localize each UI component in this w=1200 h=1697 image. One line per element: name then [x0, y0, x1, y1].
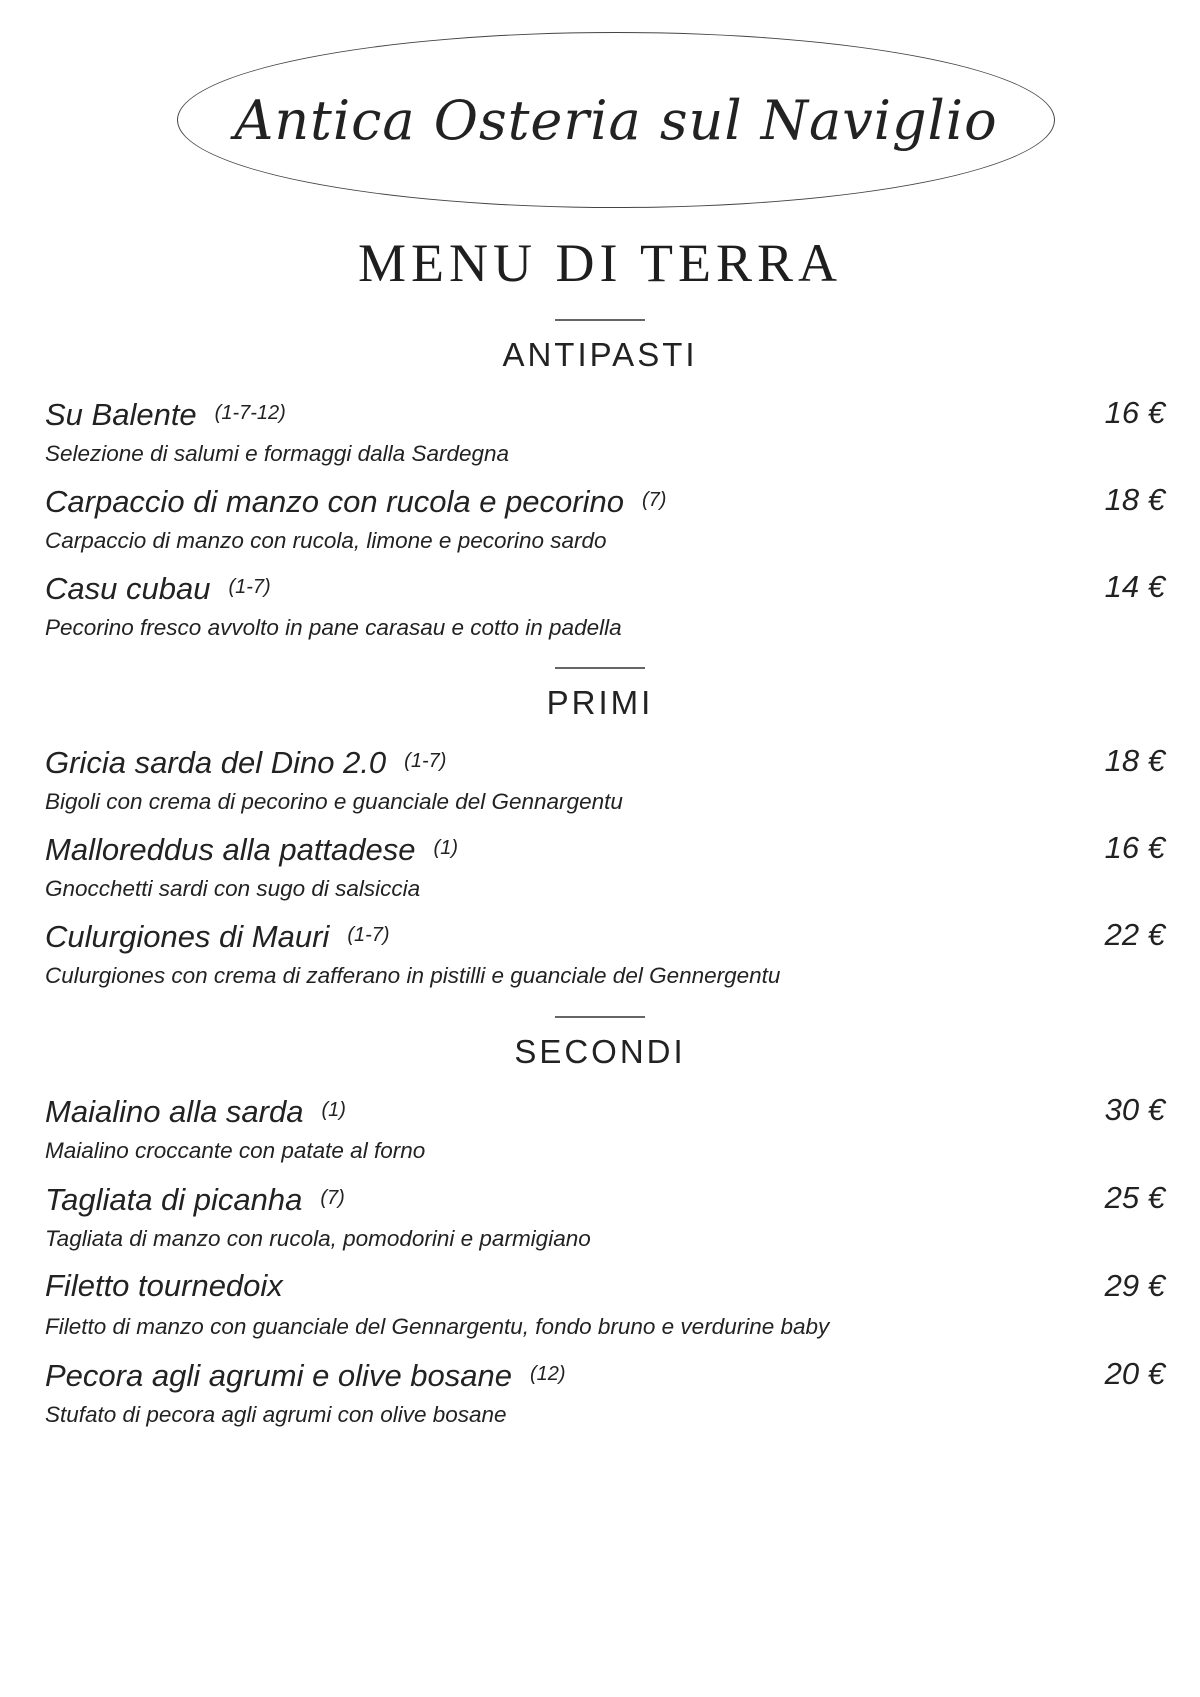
item-name: Maialino alla sarda — [45, 1094, 304, 1129]
item-price: 20 € — [1104, 1356, 1165, 1391]
menu-title: MENU DI TERRA — [357, 233, 842, 293]
item-price: 25 € — [1104, 1180, 1165, 1215]
item-price: 22 € — [1104, 917, 1165, 952]
menu-item — [45, 1263, 1165, 1351]
item-price: 18 € — [1104, 743, 1165, 778]
item-name: Filetto tournedoix — [45, 1268, 283, 1303]
section-divider — [555, 319, 645, 321]
menu-item — [45, 912, 1165, 999]
item-price: 16 € — [1104, 395, 1165, 430]
item-allergens: (7) — [641, 489, 667, 511]
item-name: Gricia sarda del Dino 2.0 — [45, 745, 387, 780]
item-allergens: (7) — [320, 1187, 345, 1209]
item-price: 18 € — [1104, 482, 1165, 517]
section-heading: PRIMI — [546, 684, 654, 721]
item-name: Malloreddus alla pattadese — [45, 832, 416, 867]
menu-item — [45, 825, 1165, 912]
item-allergens: (1-7) — [228, 576, 271, 598]
item-description: Tagliata di manzo con rucola, pomodorini e parmigiano — [45, 1226, 591, 1251]
menu-section-secondi — [0, 1016, 1200, 1439]
section-divider — [555, 1016, 645, 1018]
item-name: Culurgiones di Mauri — [45, 919, 330, 954]
item-description: Carpaccio di manzo con rucola, limone e pecorino sardo — [45, 528, 607, 553]
menu-item — [45, 1175, 1165, 1263]
item-description: Culurgiones con crema di zafferano in pistilli e guanciale del Gennergentu — [45, 963, 781, 988]
item-price: 29 € — [1104, 1268, 1165, 1303]
item-description: Stufato di pecora agli agrumi con olive bosane — [45, 1402, 507, 1427]
section-heading: SECONDI — [514, 1033, 686, 1070]
menu-section-antipasti — [0, 319, 1200, 651]
item-description: Pecorino fresco avvolto in pane carasau e cotto in padella — [45, 615, 622, 640]
menu-item — [45, 390, 1165, 477]
item-name: Su Balente — [45, 397, 197, 432]
item-name: Carpaccio di manzo con rucola e pecorino — [45, 484, 624, 519]
restaurant-logo — [177, 32, 1055, 208]
menu-section-primi — [0, 667, 1200, 999]
item-price: 14 € — [1104, 569, 1165, 604]
item-description: Selezione di salumi e formaggi dalla Sardegna — [45, 441, 510, 466]
item-name: Tagliata di picanha — [45, 1182, 303, 1217]
item-allergens: (1) — [321, 1099, 346, 1121]
item-description: Gnocchetti sardi con sugo di salsiccia — [45, 876, 421, 901]
item-description: Maialino croccante con patate al forno — [45, 1138, 426, 1163]
item-name: Casu cubau — [45, 571, 211, 606]
item-description: Filetto di manzo con guanciale del Gennargentu, fondo bruno e verdurine baby — [45, 1314, 830, 1339]
section-divider — [555, 667, 645, 669]
item-name: Pecora agli agrumi e olive bosane — [45, 1358, 512, 1393]
restaurant-name: Antica Osteria sul Naviglio — [234, 88, 998, 152]
item-allergens: (1-7) — [404, 750, 447, 772]
item-allergens: (1-7-12) — [214, 402, 286, 424]
item-allergens: (1) — [433, 837, 458, 859]
item-price: 30 € — [1104, 1092, 1165, 1127]
section-heading: ANTIPASTI — [502, 336, 698, 373]
item-allergens: (1-7) — [347, 924, 390, 946]
menu-item — [45, 1087, 1165, 1175]
menu-item — [45, 564, 1165, 651]
item-allergens: (12) — [530, 1363, 566, 1385]
item-description: Bigoli con crema di pecorino e guanciale del Gennargentu — [45, 789, 623, 814]
menu-item — [45, 477, 1165, 564]
menu-item — [45, 1351, 1165, 1439]
menu-item — [45, 738, 1165, 825]
item-price: 16 € — [1104, 830, 1165, 865]
